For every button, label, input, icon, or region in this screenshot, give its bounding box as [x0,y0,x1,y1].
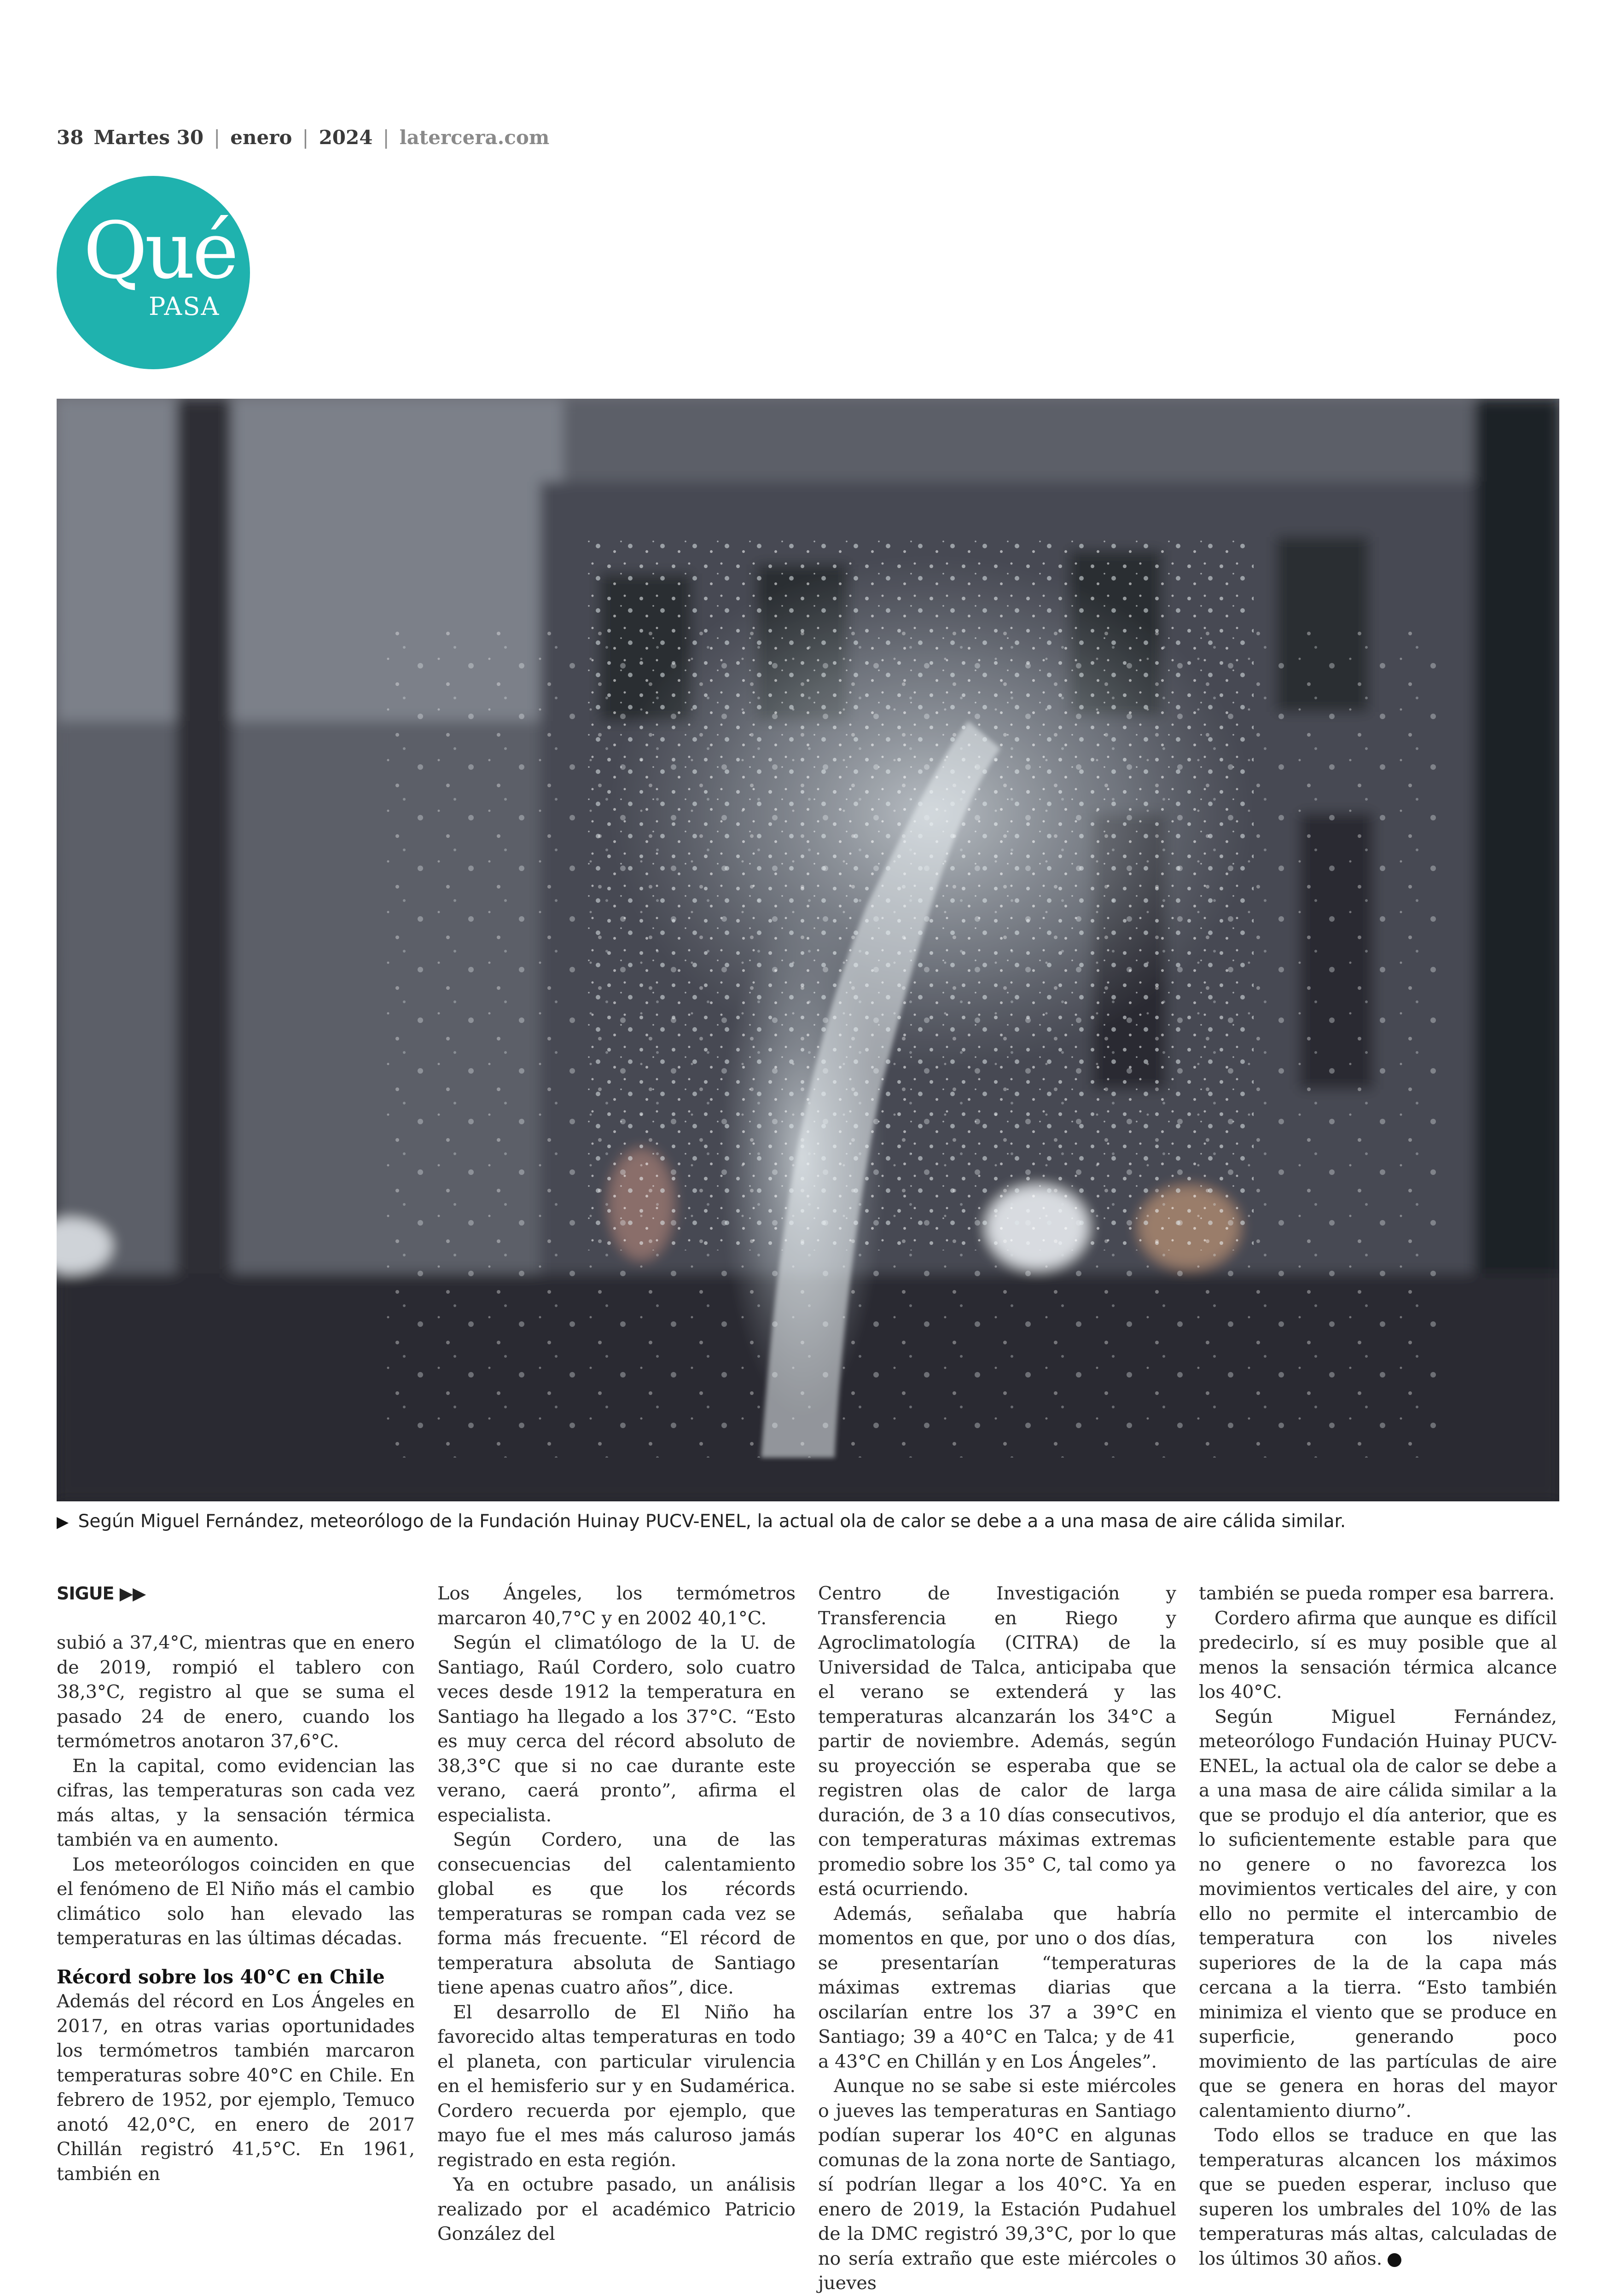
folio-separator: | [302,126,309,149]
photo-caption [57,1508,1559,1535]
article-column-1 [57,1581,415,2186]
logo-word: Qué [83,205,236,296]
caption-arrow-icon: ▶ [57,1513,69,1531]
end-of-article-icon [1388,2253,1401,2267]
paragraph: subió a 37,4°C, mientras que en enero de 2019, rompió el tablero con 38,3°C, registro al que se suma el pasado 24 de enero, cuando los termómetros anotaron 37,6°C. [57,1632,415,1752]
issue-date: Martes 30 [93,126,204,149]
paragraph-final [1199,2123,1557,2271]
paragraph: Además, señalaba que habría momentos en que, por uno o dos días, se presentarían “temperaturas máximas extremas diarias que oscilarían entre los 37 a 39°C en Santiago; 39 a 40°C en Talca; y de 41 a 43°C en Chillán y en Los Ángeles”. [818,1903,1176,2072]
photo-caption-text: Según Miguel Fernández, meteorólogo de la Fundación Huinay PUCV-ENEL, la actual ola de calor se debe a a una masa de aire cálida similar. [78,1511,1346,1532]
paragraph: también se pueda romper esa barrera. [1199,1583,1555,1604]
continued-label: SIGUE ▶▶ [57,1583,146,1604]
paragraph: Los Ángeles, los termómetros marcaron 40,7°C y en 2002 40,1°C. [437,1583,796,1629]
paragraph: Según Cordero, una de las consecuencias del calentamiento global es que los récords temperaturas se rompan cada vez se forma más frecuente. “El récord de temperatura absoluta de Santiago tiene apenas cuatro años”, dice. [437,1829,796,1998]
paragraph: Centro de Investigación y Transferencia en Riego y Agroclimatología (CITRA) de la Universidad de Talca, anticipaba que el verano se extenderá y las temperaturas alcanzarán los 34°C a partir de noviembre. Además, según su proyección se esperaba que se registren olas de calor de larga duración, de 3 a 10 días consecutivos, con temperaturas máximas extremas promedio sobre los 35° C, tal como ya está ocurriendo. [818,1583,1176,1900]
water-splash-image [57,399,1559,1501]
paragraph: Los meteorólogos coinciden en que el fenómeno de El Niño más el cambio climático solo han elevado las temperaturas en las últimas décadas. [57,1854,415,1949]
paragraph: El desarrollo de El Niño ha favorecido altas temperaturas en todo el planeta, con particular virulencia en el hemisferio sur y en Sudamérica. Cordero recuerda por ejemplo, que mayo fue el mes más caluroso jamás registrado en esta región. [437,2001,796,2171]
main-photo [57,399,1559,1501]
paragraph: Aunque no se sabe si este miércoles o jueves las temperaturas en Santiago podían superar los 40°C en algunas comunas de la zona norte de Santiago, sí podrían llegar a los 40°C. Ya en enero de 2019, la Estación Pudahuel de la DMC registró 39,3°C, por lo que no sería extraño que este miércoles o jueves [818,2075,1176,2294]
folio-separator: | [383,126,389,149]
site-name: latercera.com [399,126,550,149]
paragraph: Según el climatólogo de la U. de Santiago, Raúl Cordero, solo cuatro veces desde 1912 la temperatura en Santiago ha llegado a los 37°C. “Esto es muy cerca del récord absoluto de 38,3°C que si no cae durante este verano, caerá pronto”, afirma el especialista. [437,1632,796,1826]
page-folio [57,123,549,151]
paragraph: Ya en octubre pasado, un análisis realizado por el académico Patricio González del [437,2174,796,2244]
issue-year: 2024 [319,126,373,149]
paragraph: En la capital, como evidencian las cifras, las temperaturas son cada vez más altas, y la sensación térmica también va en aumento. [57,1755,415,1850]
issue-month: enero [230,126,292,149]
paragraph-final-text: Todo ellos se traduce en que las temperaturas alcancen los máximos que se pueden esperar, incluso que superen los umbrales del 10% de las temperaturas más altas, calculadas de los últimos 30 años. [1199,2125,1557,2269]
logo-subword: PASA [149,292,220,321]
section-logo [57,176,250,369]
paragraph: Según Miguel Fernández, meteorólogo Fundación Huinay PUCV-ENEL, la actual ola de calor se debe a a una masa de aire cálida similar a la que se produjo el día anterior, que es lo suficientemente estable para que no genere o no favorezca los movimientos verticales del aire, y con ello no permite el intercambio de temperatura con los niveles superiores de la de la capa más cercana a la tierra. “Esto también minimiza el viento que se produce en superficie, generando poco movimiento de las partículas de aire que se genera en horas del mayor calentamiento diurno”. [1199,1706,1557,2122]
article-column-3 [818,1581,1176,2296]
subheading: Récord sobre los 40°C en Chile [57,1965,385,1988]
page-number: 38 [57,126,84,149]
paragraph: Además del récord en Los Ángeles en 2017, en otras varias oportunidades los termómetros también marcaron temperaturas sobre 40°C en Chile. En febrero de 1952, por ejemplo, Temuco anotó 42,0°C, en enero de 2017 Chillán registró 41,5°C. En 1961, también en [57,1991,415,2185]
paragraph: Cordero afirma que aunque es difícil predecirlo, sí es muy posible que al menos la sensación térmica alcance los 40°C. [1199,1607,1557,1703]
article-column-4 [1199,1581,1557,2271]
article-column-2 [437,1581,796,2247]
folio-separator: | [214,126,221,149]
